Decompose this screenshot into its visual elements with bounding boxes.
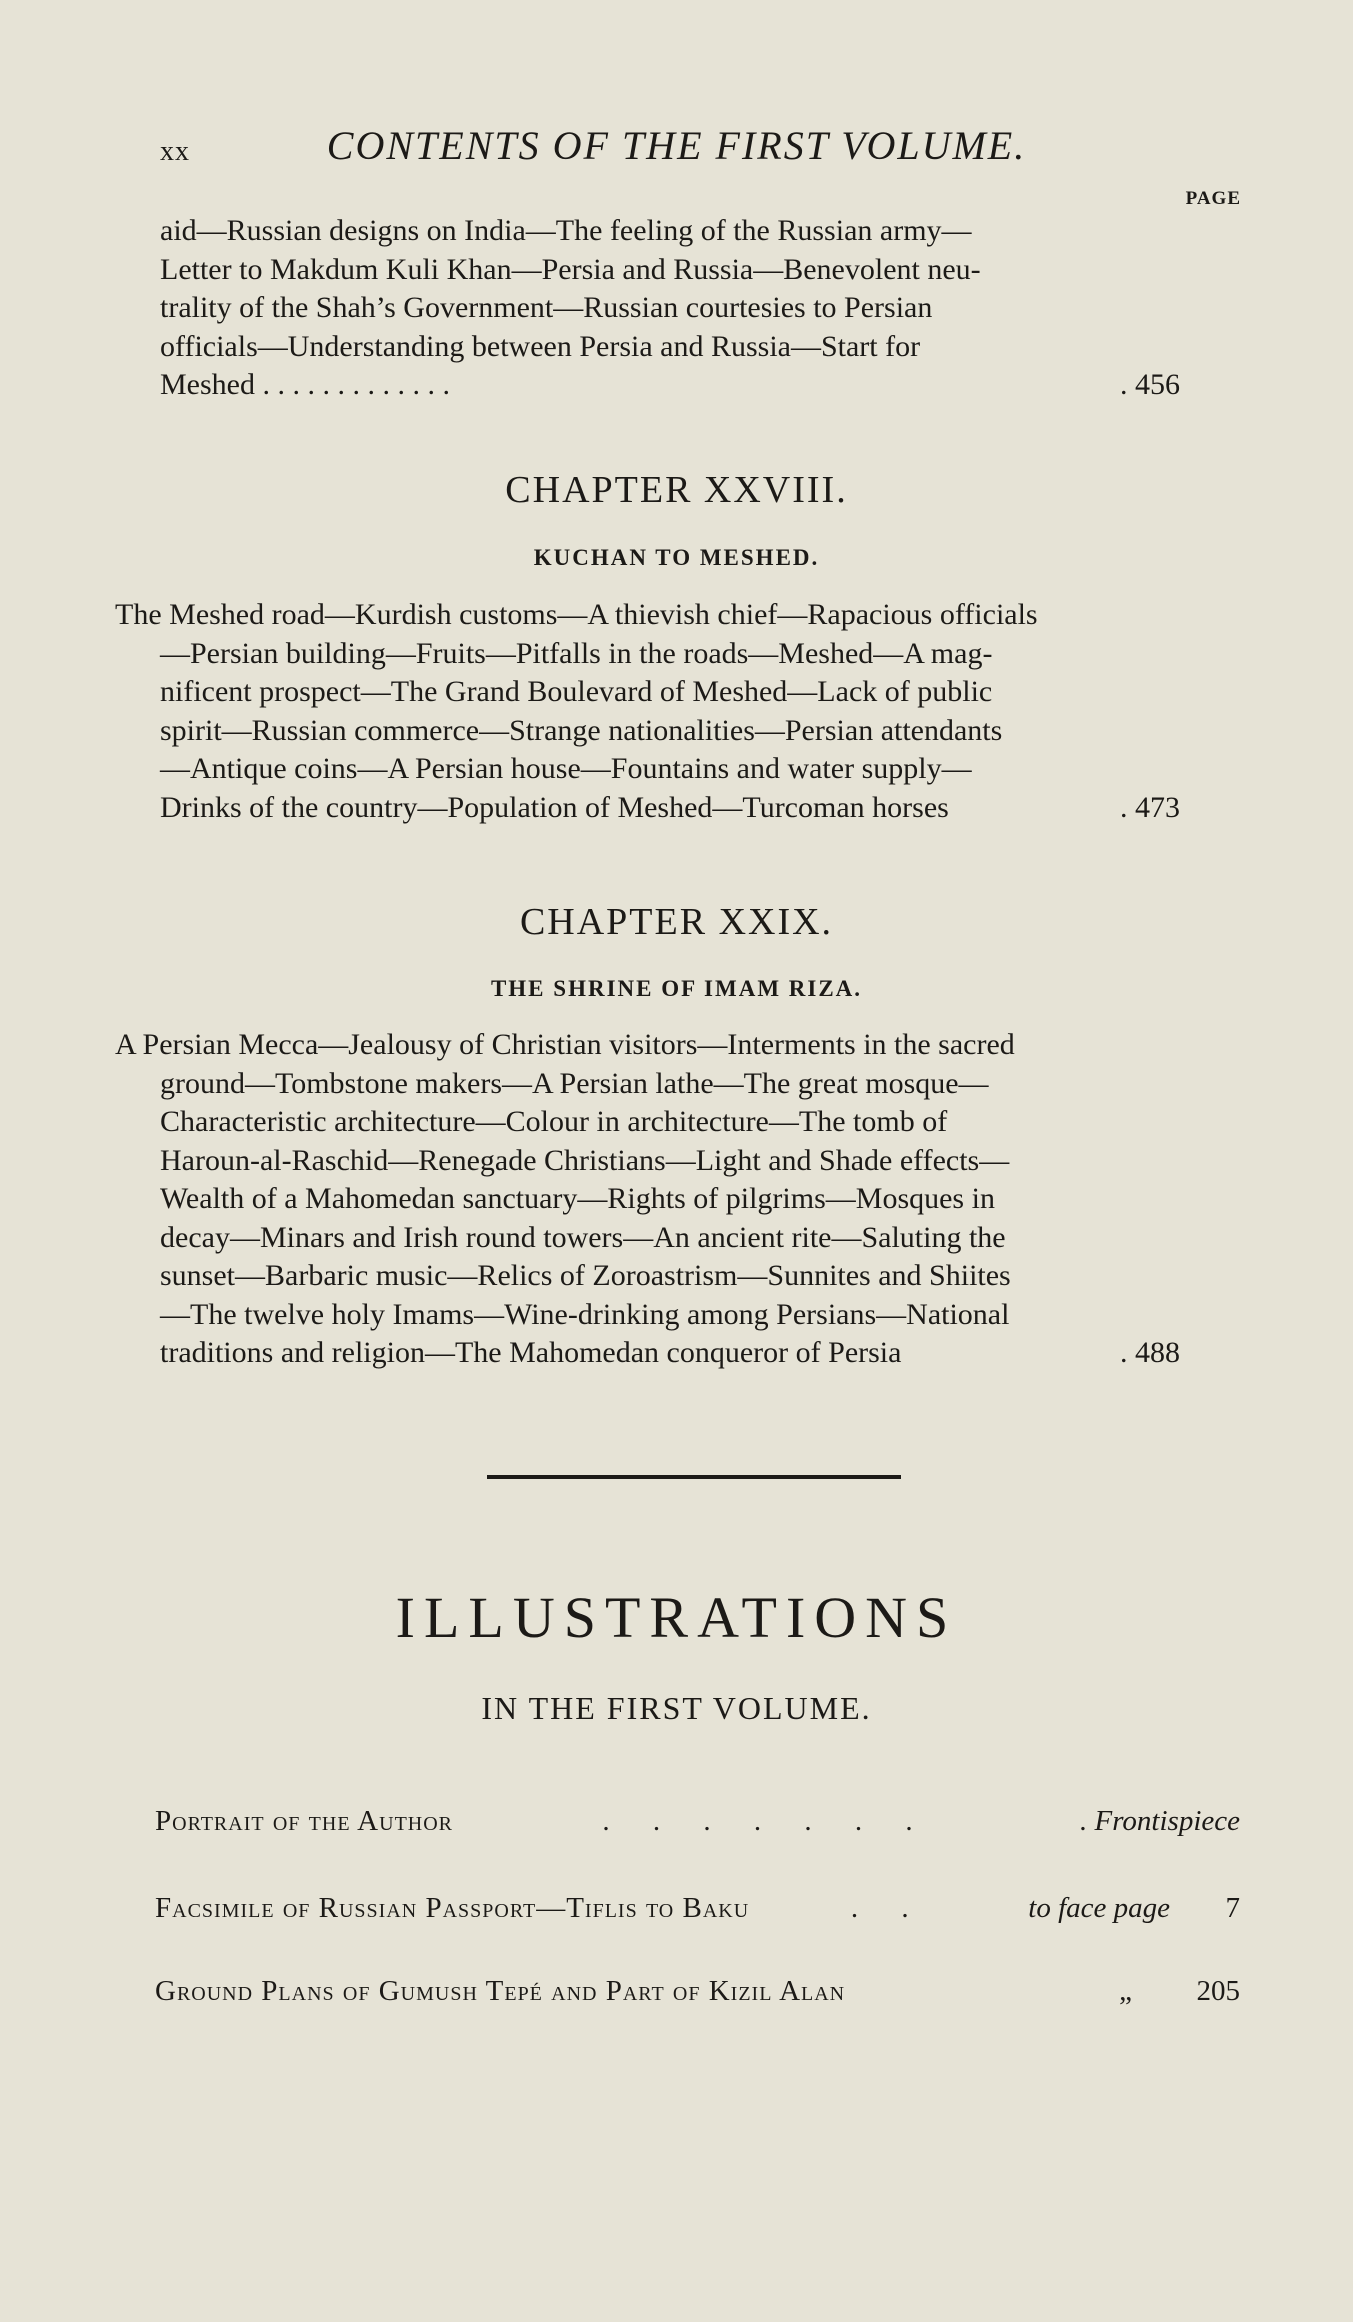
synopsis-last-line — [160, 366, 1180, 405]
synopsis-line: Haroun-al-Raschid—Renegade Christians—Light and Shade effects— — [160, 1143, 1010, 1177]
illustration-title: Facsimile of Russian Passport—Tiflis to Baku — [155, 1892, 750, 1924]
illustration-ref: . Frontispiece — [1080, 1805, 1240, 1837]
section-divider — [487, 1475, 901, 1479]
synopsis-line: —Antique coins—A Persian house—Fountains and water supply— — [160, 752, 972, 785]
illustration-entry — [155, 1892, 1240, 1932]
synopsis-line: A Persian Mecca—Jealousy of Christian visitors—Interments in the sacred — [115, 1028, 1015, 1061]
synopsis-line: officials—Understanding between Persia and Russia—Start for — [160, 329, 921, 363]
synopsis-last-line — [160, 789, 1180, 828]
synopsis-last-line — [160, 1334, 1180, 1373]
illustration-page: 205 — [1196, 1975, 1240, 2007]
chapter-synopsis — [115, 1026, 1180, 1373]
chapter-heading: CHAPTER XXIX. — [519, 901, 834, 943]
chapter-synopsis — [115, 596, 1180, 827]
synopsis-line: ground—Tombstone makers—A Persian lathe—The great mosque— — [160, 1066, 989, 1100]
illustration-title: Ground Plans of Gumush Tepé and Part of Kizil Alan — [155, 1975, 846, 2007]
synopsis-line: nificent prospect—The Grand Boulevard of Meshed—Lack of public — [160, 675, 993, 708]
illustration-ref: to face page — [1028, 1892, 1170, 1924]
chapter-subtitle: KUCHAN TO MESHED. — [533, 545, 820, 570]
synopsis-line: aid—Russian designs on India—The feeling of the Russian army— — [160, 214, 972, 247]
page-ref: . 456 — [1120, 368, 1180, 401]
illustration-page: 7 — [1225, 1892, 1240, 1924]
illustrations-title: ILLUSTRATIONS — [395, 1585, 958, 1650]
leader-dots: . . . . . . . — [602, 1805, 931, 1837]
synopsis-line: decay—Minars and Irish round towers—An ancient rite—Saluting the — [160, 1220, 1006, 1254]
synopsis-line: —The twelve holy Imams—Wine-drinking among Persians—National — [160, 1297, 1010, 1331]
running-head — [0, 122, 1353, 172]
page-column-label: PAGE — [1185, 188, 1241, 209]
synopsis-line: sunset—Barbaric music—Relics of Zoroastrism—Sunnites and Shiites — [160, 1259, 1011, 1292]
synopsis-line: —Persian building—Fruits—Pitfalls in the roads—Meshed—A mag- — [160, 636, 993, 670]
illustration-entry — [155, 1975, 1240, 2015]
synopsis-line: trality of the Shah’s Government—Russian courtesies to Persian — [160, 291, 933, 324]
synopsis-line: The Meshed road—Kurdish customs—A thievish chief—Rapacious officials — [115, 598, 1038, 631]
illustration-title: Portrait of the Author — [155, 1805, 454, 1837]
synopsis-line: spirit—Russian commerce—Strange nationalities—Persian attendants — [160, 713, 1003, 747]
page-ref: . 473 — [1120, 790, 1180, 824]
leader-dots: . . — [850, 1892, 927, 1924]
synopsis-line: Characteristic architecture—Colour in architecture—The tomb of — [160, 1105, 948, 1138]
page-number: xx — [160, 136, 190, 167]
page-ref: . 488 — [1120, 1336, 1180, 1369]
synopsis-line-text: Meshed . . . . . . . . . . . . . — [160, 368, 450, 401]
illustrations-subtitle: IN THE FIRST VOLUME. — [481, 1690, 872, 1726]
continued-synopsis — [160, 212, 1180, 405]
synopsis-line-text: traditions and religion—The Mahomedan conqueror of Persia — [160, 1336, 902, 1369]
synopsis-line: Letter to Makdum Kuli Khan—Persia and Russia—Benevolent neu- — [160, 252, 981, 286]
chapter-heading: CHAPTER XXVIII. — [505, 469, 848, 511]
ditto-mark: „ — [1119, 1975, 1150, 2007]
synopsis-line: Wealth of a Mahomedan sanctuary—Rights of pilgrims—Mosques in — [160, 1182, 995, 1215]
illustration-entry — [155, 1805, 1240, 1845]
running-title: CONTENTS OF THE FIRST VOLUME. — [326, 123, 1027, 168]
synopsis-line-text: Drinks of the country—Population of Meshed—Turcoman horses — [160, 790, 949, 824]
chapter-subtitle: THE SHRINE OF IMAM RIZA. — [490, 976, 863, 1001]
